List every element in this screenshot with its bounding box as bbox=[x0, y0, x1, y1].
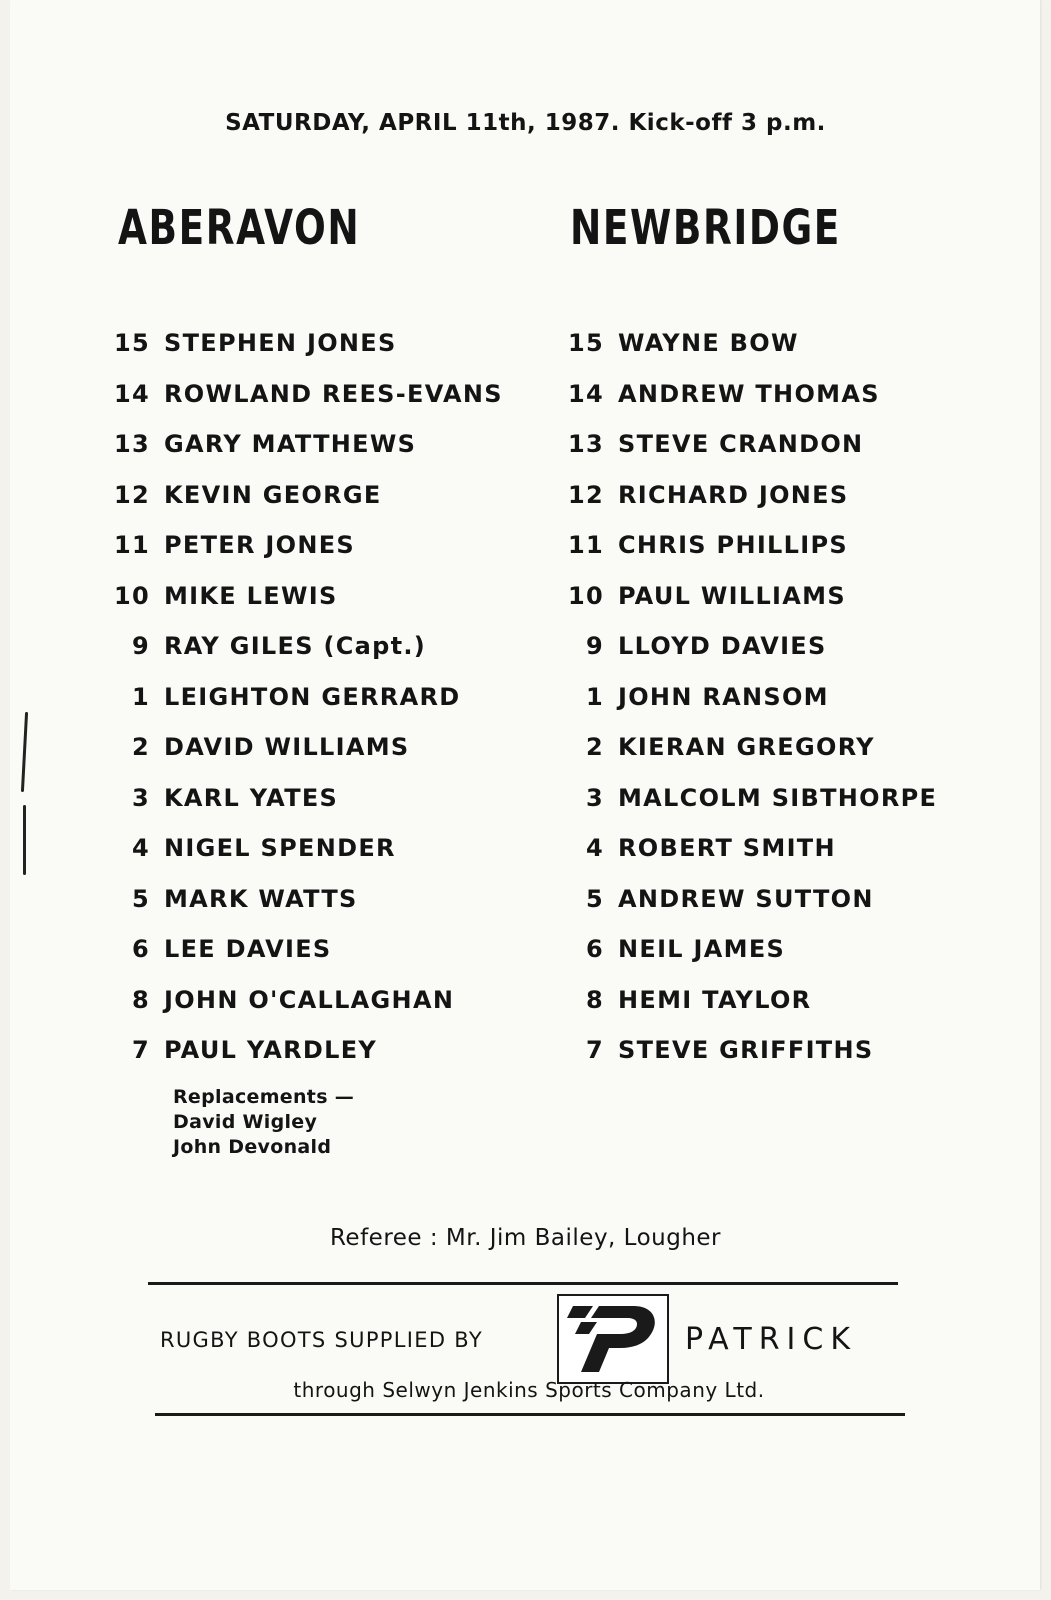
player-name: ROWLAND REES-EVANS bbox=[164, 379, 503, 408]
replacement-name: John Devonald bbox=[173, 1136, 332, 1158]
patrick-logo-icon bbox=[557, 1294, 669, 1384]
player-number: 15 bbox=[568, 329, 604, 358]
player-row bbox=[112, 722, 503, 773]
player-row bbox=[112, 823, 503, 874]
away-roster bbox=[566, 318, 937, 1076]
player-row bbox=[112, 773, 503, 824]
player-row bbox=[112, 1025, 503, 1076]
away-team-name: NEWBRIDGE bbox=[570, 200, 841, 256]
divider-line bbox=[155, 1413, 905, 1416]
player-name: MALCOLM SIBTHORPE bbox=[618, 783, 938, 812]
player-row bbox=[566, 520, 937, 571]
player-number: 3 bbox=[586, 783, 604, 812]
player-number: 14 bbox=[114, 379, 150, 408]
player-number: 5 bbox=[586, 884, 604, 913]
player-row bbox=[112, 520, 503, 571]
player-row bbox=[112, 571, 503, 622]
player-name: KEVIN GEORGE bbox=[164, 480, 382, 509]
player-name: STEVE CRANDON bbox=[618, 430, 864, 459]
player-number: 1 bbox=[132, 682, 150, 711]
player-name: PETER JONES bbox=[164, 531, 355, 560]
player-row bbox=[112, 318, 503, 369]
home-roster bbox=[112, 318, 503, 1076]
player-name: NEIL JAMES bbox=[618, 935, 786, 964]
through-company-text: through Selwyn Jenkins Sports Company Ltd. bbox=[293, 1378, 765, 1402]
player-number: 4 bbox=[586, 834, 604, 863]
staple-mark bbox=[23, 805, 26, 875]
player-row bbox=[112, 672, 503, 723]
player-name: WAYNE BOW bbox=[618, 329, 799, 358]
player-name: PAUL YARDLEY bbox=[164, 1036, 378, 1065]
player-row bbox=[566, 621, 937, 672]
match-date-line: SATURDAY, APRIL 11th, 1987. Kick-off 3 p.m. bbox=[225, 110, 826, 136]
player-name: DAVID WILLIAMS bbox=[164, 733, 410, 762]
player-name: PAUL WILLIAMS bbox=[618, 581, 846, 610]
player-row bbox=[566, 975, 937, 1026]
staple-mark bbox=[21, 712, 28, 792]
player-number: 8 bbox=[132, 985, 150, 1014]
player-name: LEE DAVIES bbox=[164, 935, 332, 964]
player-name: STEPHEN JONES bbox=[164, 329, 397, 358]
player-number: 5 bbox=[132, 884, 150, 913]
player-name: ROBERT SMITH bbox=[618, 834, 836, 863]
player-row bbox=[566, 924, 937, 975]
divider-line bbox=[148, 1282, 898, 1285]
player-row bbox=[566, 318, 937, 369]
player-name: LLOYD DAVIES bbox=[618, 632, 827, 661]
player-number: 9 bbox=[132, 632, 150, 661]
player-number: 9 bbox=[586, 632, 604, 661]
home-team-name: ABERAVON bbox=[118, 200, 361, 256]
player-number: 2 bbox=[586, 733, 604, 762]
player-number: 3 bbox=[132, 783, 150, 812]
player-number: 1 bbox=[586, 682, 604, 711]
player-number: 15 bbox=[114, 329, 150, 358]
player-name: ANDREW SUTTON bbox=[618, 884, 874, 913]
player-number: 13 bbox=[568, 430, 604, 459]
player-number: 7 bbox=[586, 1036, 604, 1065]
player-row bbox=[112, 975, 503, 1026]
player-row bbox=[112, 419, 503, 470]
player-row bbox=[566, 823, 937, 874]
player-number: 4 bbox=[132, 834, 150, 863]
player-name: MARK WATTS bbox=[164, 884, 358, 913]
player-name: LEIGHTON GERRARD bbox=[164, 682, 461, 711]
player-name: KIERAN GREGORY bbox=[618, 733, 875, 762]
player-row bbox=[566, 470, 937, 521]
player-row bbox=[112, 621, 503, 672]
player-number: 8 bbox=[586, 985, 604, 1014]
replacements-label: Replacements — bbox=[173, 1086, 355, 1108]
player-row bbox=[566, 419, 937, 470]
player-row bbox=[566, 722, 937, 773]
player-name: JOHN RANSOM bbox=[618, 682, 829, 711]
player-row bbox=[112, 470, 503, 521]
player-row bbox=[566, 672, 937, 723]
player-name: HEMI TAYLOR bbox=[618, 985, 812, 1014]
player-number: 2 bbox=[132, 733, 150, 762]
replacements-block bbox=[173, 1085, 354, 1160]
player-number: 7 bbox=[132, 1036, 150, 1065]
boots-supplied-text: RUGBY BOOTS SUPPLIED BY bbox=[160, 1328, 483, 1352]
player-row bbox=[566, 874, 937, 925]
player-row bbox=[112, 369, 503, 420]
player-name: MIKE LEWIS bbox=[164, 581, 338, 610]
player-number: 6 bbox=[132, 935, 150, 964]
player-number: 6 bbox=[586, 935, 604, 964]
player-number: 14 bbox=[568, 379, 604, 408]
player-row bbox=[566, 369, 937, 420]
player-row bbox=[566, 773, 937, 824]
player-number: 12 bbox=[114, 480, 150, 509]
player-name: STEVE GRIFFITHS bbox=[618, 1036, 874, 1065]
player-name: ANDREW THOMAS bbox=[618, 379, 880, 408]
referee-line: Referee : Mr. Jim Bailey, Lougher bbox=[329, 1225, 722, 1251]
player-row bbox=[112, 924, 503, 975]
player-name: RAY GILES (Capt.) bbox=[164, 632, 427, 661]
player-name: JOHN O'CALLAGHAN bbox=[164, 985, 455, 1014]
player-name: GARY MATTHEWS bbox=[164, 430, 417, 459]
player-number: 11 bbox=[114, 531, 150, 560]
player-row bbox=[112, 874, 503, 925]
player-number: 11 bbox=[568, 531, 604, 560]
player-name: KARL YATES bbox=[164, 783, 339, 812]
replacement-name: David Wigley bbox=[173, 1111, 318, 1133]
player-number: 10 bbox=[568, 581, 604, 610]
player-number: 10 bbox=[114, 581, 150, 610]
player-name: CHRIS PHILLIPS bbox=[618, 531, 848, 560]
player-row bbox=[566, 571, 937, 622]
player-name: RICHARD JONES bbox=[618, 480, 849, 509]
player-number: 12 bbox=[568, 480, 604, 509]
player-number: 13 bbox=[114, 430, 150, 459]
brand-name: PATRICK bbox=[685, 1322, 858, 1357]
player-row bbox=[566, 1025, 937, 1076]
player-name: NIGEL SPENDER bbox=[164, 834, 396, 863]
